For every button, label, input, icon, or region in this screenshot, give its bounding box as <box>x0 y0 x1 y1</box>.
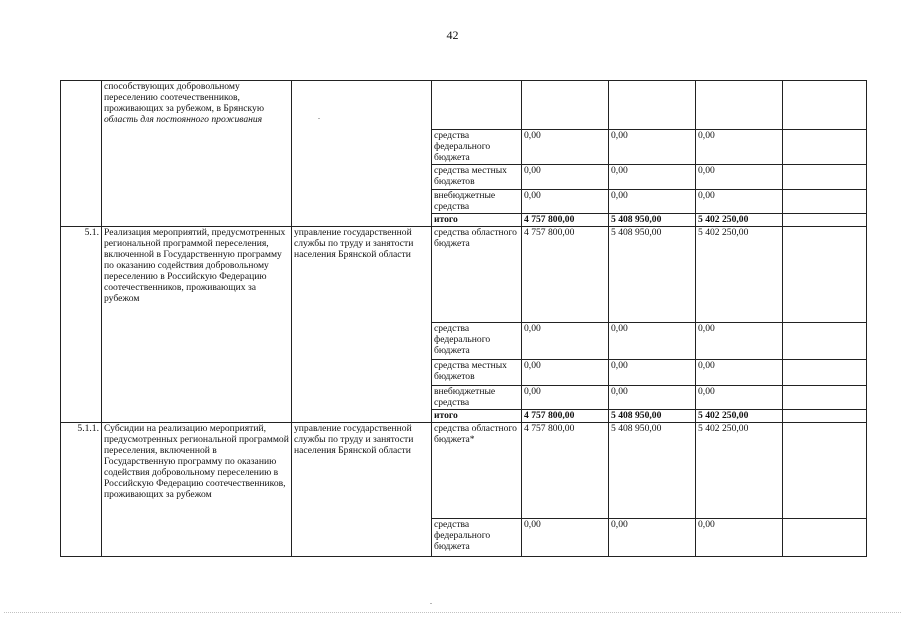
scan-dot <box>318 118 320 119</box>
executor: управление государственной службы по труду и занятости населения Брянской области <box>292 423 432 557</box>
amount-cell: 4 757 800,00 <box>522 423 609 519</box>
funding-source: внебюджетные средства <box>432 190 522 214</box>
amount-cell: 0,00 <box>522 386 609 410</box>
amount-cell: 0,00 <box>522 130 609 165</box>
amount-cell: 0,00 <box>522 165 609 190</box>
amount-cell <box>783 165 867 190</box>
executor: управление государственной службы по труду и занятости населения Брянской области <box>292 227 432 423</box>
funding-source: средства областного бюджета <box>432 227 522 323</box>
amount-cell: 0,00 <box>609 190 696 214</box>
amount-cell: 5 408 950,00 <box>609 410 696 423</box>
amount-cell <box>783 386 867 410</box>
amount-cell: 0,00 <box>609 165 696 190</box>
table-row <box>61 81 867 130</box>
amount-cell: 0,00 <box>522 190 609 214</box>
amount-cell: 0,00 <box>696 323 783 360</box>
activity-name: Субсидии на реализацию мероприятий, предусмотренных региональной программой переселения, включенной в Государственную программу по оказанию содействия добровольному переселению в Российскую Федерацию соотечественников, проживающих за рубежом <box>102 423 292 557</box>
row-number: 5.1.1. <box>61 423 102 557</box>
amount-cell: 5 402 250,00 <box>696 227 783 323</box>
row-number <box>61 81 102 227</box>
amount-cell <box>522 81 609 130</box>
scan-dot <box>430 603 432 604</box>
amount-cell: 0,00 <box>522 323 609 360</box>
table-row <box>61 227 867 323</box>
amount-cell: 0,00 <box>696 130 783 165</box>
amount-cell <box>783 360 867 386</box>
amount-cell: 0,00 <box>696 190 783 214</box>
activity-name-line: область для постоянного проживания <box>104 114 263 125</box>
amount-cell: 4 757 800,00 <box>522 410 609 423</box>
amount-cell <box>783 227 867 323</box>
funding-source: средства федерального бюджета <box>432 323 522 360</box>
activity-name-line: способствующих добровольному <box>104 81 240 92</box>
funding-source: средства местных бюджетов <box>432 165 522 190</box>
amount-cell <box>783 190 867 214</box>
activity-name-line: проживающих за рубежом, в Брянскую <box>104 103 264 114</box>
funding-source: средства федерального бюджета <box>432 130 522 165</box>
funding-source <box>432 81 522 130</box>
activity-name-line: переселению соотечественников, <box>104 92 240 103</box>
amount-cell <box>783 519 867 557</box>
amount-cell: 0,00 <box>696 519 783 557</box>
amount-cell <box>783 410 867 423</box>
amount-cell: 5 402 250,00 <box>696 423 783 519</box>
amount-cell: 0,00 <box>696 360 783 386</box>
amount-cell <box>696 81 783 130</box>
amount-cell: 0,00 <box>522 360 609 386</box>
amount-cell: 0,00 <box>609 360 696 386</box>
amount-cell <box>783 423 867 519</box>
amount-cell: 5 408 950,00 <box>609 214 696 227</box>
amount-cell: 0,00 <box>609 386 696 410</box>
amount-cell: 0,00 <box>609 323 696 360</box>
amount-cell: 4 757 800,00 <box>522 227 609 323</box>
funding-source: итого <box>432 214 522 227</box>
scan-noise-line <box>4 612 901 613</box>
activity-name <box>102 81 292 227</box>
amount-cell: 0,00 <box>609 519 696 557</box>
funding-source: итого <box>432 410 522 423</box>
amount-cell: 5 402 250,00 <box>696 410 783 423</box>
funding-source: средства местных бюджетов <box>432 360 522 386</box>
amount-cell <box>783 323 867 360</box>
amount-cell: 5 408 950,00 <box>609 227 696 323</box>
page-number: 42 <box>446 28 459 42</box>
amount-cell: 0,00 <box>696 386 783 410</box>
funding-source: средства областного бюджета* <box>432 423 522 519</box>
funding-source: внебюджетные средства <box>432 386 522 410</box>
amount-cell <box>783 81 867 130</box>
amount-cell: 0,00 <box>696 165 783 190</box>
amount-cell <box>783 214 867 227</box>
amount-cell: 5 402 250,00 <box>696 214 783 227</box>
funding-source: средства федерального бюджета <box>432 519 522 557</box>
amount-cell <box>609 81 696 130</box>
amount-cell: 0,00 <box>522 519 609 557</box>
executor <box>292 81 432 227</box>
row-number: 5.1. <box>61 227 102 423</box>
amount-cell <box>783 130 867 165</box>
table-row <box>61 423 867 519</box>
budget-table <box>60 80 867 557</box>
activity-name: Реализация мероприятий, предусмотренных региональной программой переселения, включенной в Государственную программу по оказанию содействия добровольному переселению в Российскую Федерацию соотечественников, проживающих за рубежом <box>102 227 292 423</box>
amount-cell: 0,00 <box>609 130 696 165</box>
amount-cell: 5 408 950,00 <box>609 423 696 519</box>
amount-cell: 4 757 800,00 <box>522 214 609 227</box>
